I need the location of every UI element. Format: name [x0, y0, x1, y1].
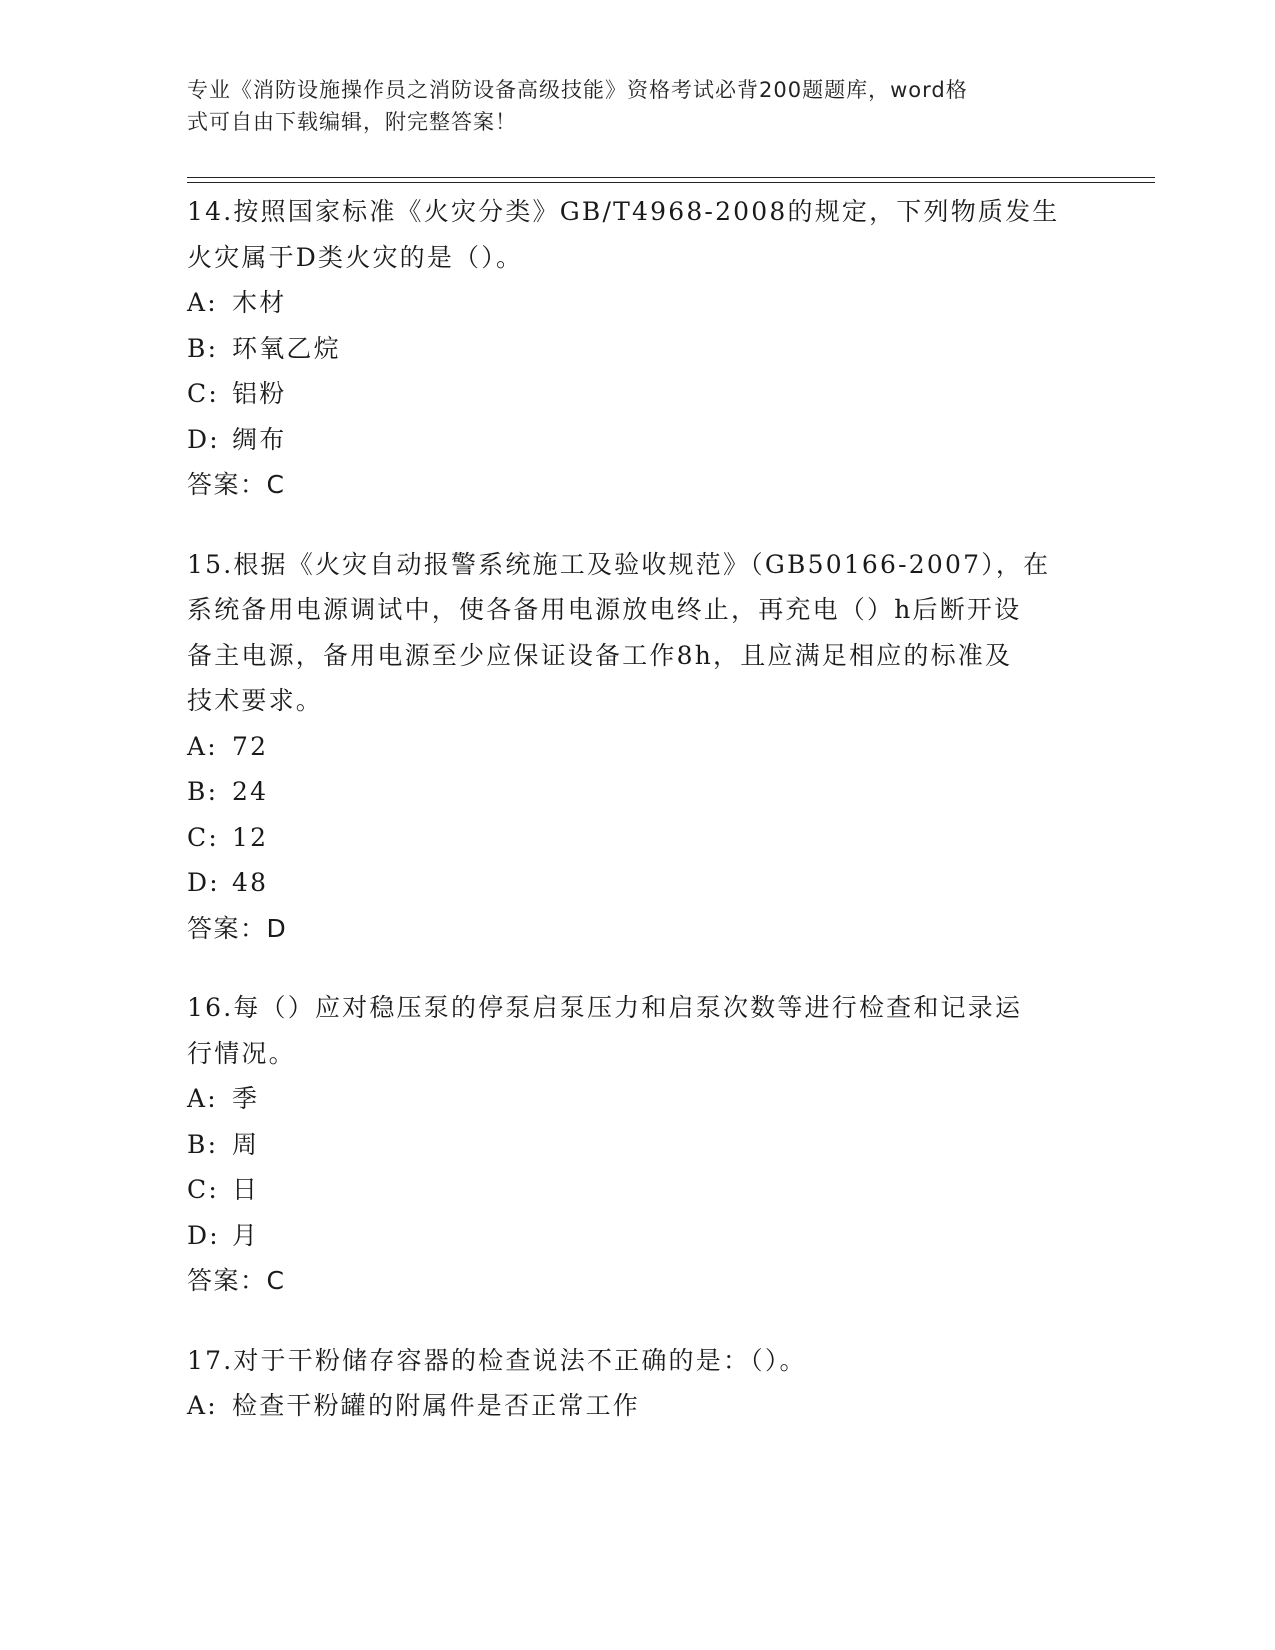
option-text: 48 [232, 868, 269, 897]
question-14 [187, 189, 1087, 508]
question-stem-line: 系统备用电源调试中，使各备用电源放电终止，再充电（）h后断开设 [187, 595, 1022, 624]
question-stem-line: 技术要求。 [187, 686, 324, 715]
option-text: 周 [232, 1129, 260, 1159]
option-text: 绸布 [232, 424, 287, 454]
answer-line: 答案：C [187, 470, 286, 499]
option-letter: B: [187, 777, 219, 806]
option-text: 木材 [232, 288, 287, 317]
option-text: 铝粉 [232, 379, 287, 408]
option-text: 环氧乙烷 [232, 333, 341, 363]
option-letter: C: [187, 1175, 219, 1204]
option-text: 日 [232, 1175, 260, 1204]
question-15 [187, 542, 1087, 952]
header-line-2: 式可自由下载编辑，附完整答案！ [187, 110, 517, 134]
option-b [187, 1122, 1087, 1168]
option-text: 72 [232, 731, 269, 761]
option-letter: D: [187, 424, 220, 454]
option-letter: C: [187, 379, 219, 408]
option-letter: D: [187, 868, 220, 897]
question-16 [187, 985, 1087, 1304]
question-stem-line: 火灾属于D类火灾的是（）。 [187, 242, 524, 272]
option-a [187, 724, 1087, 770]
question-stem-line: 17.对于干粉储存容器的检查说法不正确的是：（）。 [187, 1345, 807, 1375]
answer-line: 答案：C [187, 1266, 286, 1295]
option-text: 24 [232, 777, 269, 806]
option-a [187, 280, 1087, 326]
option-c [187, 371, 1087, 417]
document-header [187, 74, 1067, 138]
option-a [187, 1383, 1087, 1429]
option-letter: A: [187, 1391, 218, 1420]
option-letter: D: [187, 1220, 220, 1250]
question-stem-line: 15.根据《火灾自动报警系统施工及验收规范》（GB50166-2007），在 [187, 549, 1051, 579]
option-letter: B: [187, 1129, 219, 1159]
header-line-1: 专业《消防设施操作员之消防设备高级技能》资格考试必背200题题库，word格 [187, 78, 968, 102]
option-c [187, 815, 1087, 861]
option-d [187, 1213, 1087, 1259]
option-letter: A: [187, 288, 218, 317]
option-d [187, 860, 1087, 906]
option-a [187, 1076, 1087, 1122]
option-letter: B: [187, 333, 219, 363]
option-letter: A: [187, 731, 218, 761]
option-b [187, 769, 1087, 815]
option-letter: C: [187, 822, 219, 852]
question-list [187, 189, 1087, 1463]
question-stem-line: 行情况。 [187, 1038, 296, 1068]
option-c [187, 1167, 1087, 1213]
option-text: 检查干粉罐的附属件是否正常工作 [232, 1391, 641, 1420]
option-text: 12 [232, 822, 269, 852]
option-b [187, 326, 1087, 372]
option-d [187, 417, 1087, 463]
answer-line: 答案：D [187, 913, 288, 943]
option-letter: A: [187, 1084, 218, 1113]
header-divider-bottom [187, 182, 1155, 183]
header-divider-top [187, 177, 1155, 178]
option-text: 季 [232, 1084, 260, 1113]
option-text: 月 [232, 1220, 260, 1250]
question-stem-line: 16.每（）应对稳压泵的停泵启泵压力和启泵次数等进行检查和记录运 [187, 993, 1023, 1022]
question-stem-line: 备主电源，备用电源至少应保证设备工作8h，且应满足相应的标准及 [187, 640, 1013, 670]
question-stem-line: 14.按照国家标准《火灾分类》GB/T4968-2008的规定，下列物质发生 [187, 197, 1060, 226]
question-17 [187, 1338, 1087, 1429]
